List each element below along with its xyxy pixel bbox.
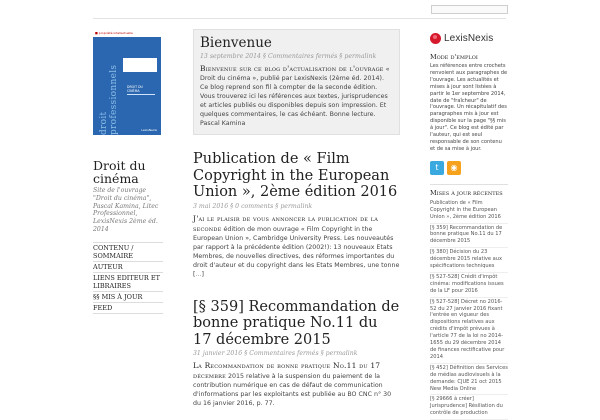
welcome-lead: Bienvenue sur ce blog d'actualisation de l'ouvrage: [200, 64, 384, 73]
menu-item-feed[interactable]: FEED: [93, 303, 163, 314]
recent-posts-title: Mises à jour récentes: [430, 188, 503, 197]
cover-header: ■ propriété intellectuelle: [93, 30, 161, 37]
post-lead: J'ai le plaisir de vous annoncer la publication de la seconde: [193, 213, 379, 233]
recent-post-link[interactable]: [§ 380] Décision du 23 décembre 2015 relative aux spécifications techniques: [430, 248, 508, 273]
menu-item-mis-a-jour[interactable]: §§ MIS À JOUR: [93, 292, 163, 303]
post-body: [193, 361, 400, 408]
post-text: 2015 relative à la suspension du paiement de la contribution numérique en cas de défaut de communication d'informations par les exploitants est publiée au BO CNC n° 30 du 16 janvier 2016, p. 77.: [193, 373, 392, 407]
welcome-post: [193, 29, 400, 135]
right-sidebar: [430, 33, 508, 420]
main-menu: [93, 242, 163, 314]
twitter-icon[interactable]: t: [430, 161, 444, 175]
post-title[interactable]: Publication de « Film Copyright in the European Union », 2ème édition 2016: [193, 151, 398, 200]
menu-item-auteur[interactable]: AUTEUR: [93, 262, 163, 273]
book-cover[interactable]: [93, 30, 161, 135]
menu-item-liens[interactable]: LIENS EDITEUR ET LIBRAIRES: [93, 273, 163, 292]
post-film-copyright: [193, 151, 400, 279]
search-input[interactable]: [431, 5, 508, 14]
recent-post-link[interactable]: [§ 527-528] Crédit d'impôt cinéma: modifications issues de la LF pour 2016: [430, 273, 508, 298]
left-column: [93, 30, 165, 314]
lexisnexis-logo-icon: [430, 33, 441, 44]
site-title[interactable]: Droit du cinéma: [93, 158, 146, 186]
recent-post-link[interactable]: [§ 359] Recommandation de bonne pratique No.11 du 17 décembre 2015: [430, 224, 508, 249]
post-meta: 3 mai 2016 § 0 comments § permalink: [193, 202, 313, 210]
post-meta: 31 janvier 2016 § Commentaires fermés § permalink: [193, 350, 358, 357]
post-text-end: ]: [201, 270, 204, 278]
post-title[interactable]: [§ 359] Recommandation de bonne pratique No.11 du 17 décembre 2015: [193, 298, 400, 348]
social-links: [430, 161, 508, 175]
welcome-body: [200, 64, 393, 128]
recent-post-link[interactable]: [§ 29666 à créer] Jurisprudence] Résiliation du contrôle de production: [430, 395, 508, 420]
cover-publisher: LexisNexis: [141, 128, 157, 132]
menu-item-contenu[interactable]: CONTENU / SOMMAIRE: [93, 243, 163, 262]
recent-post-link[interactable]: [§ 527-528] Décret no 2016-52 du 27 janvier 2016 fixant l'entrée en vigueur des dispositions relatives aux crédits d'impôt prévues à l'article 77 de la loi no 2014-1655 du 29 décembre 2014 de finances rectificative pour 2014: [430, 298, 508, 364]
post-body: [193, 214, 400, 279]
cover-book-title: DROIT DU CINÉMA: [127, 85, 155, 95]
post-lead: La Recommandation de bonne pratique No.11 du 17 décembre: [193, 361, 381, 380]
welcome-title[interactable]: Bienvenue: [200, 35, 272, 51]
mode-emploi-title: Mode d'emploi: [430, 53, 478, 61]
welcome-text: « Droit du cinéma », publié par LexisNexis (2ème éd. 2014). Ce blog reprend son fil à compter de la seconde édition. Vous trouverez ici les références aux textes, jurisprudences et articles publiés ou disponibles depuis son impression. Et quelques commentaires, le cas échéant. Bonne lecture. Pascal Kamina: [200, 66, 390, 127]
cover-vertical-text: droit professionnels: [99, 64, 119, 135]
site-description: Site de l'ouvrage "Droit du cinéma", Pascal Kamina, Litec Professionnel, LexisNexis 2ème éd. 2014: [93, 187, 159, 233]
recent-posts-list: [430, 199, 508, 420]
welcome-meta: 13 septembre 2014 § Commentaires fermés § permalink: [200, 53, 377, 60]
rss-icon[interactable]: ◉: [447, 161, 461, 175]
lexisnexis-brand[interactable]: [430, 33, 508, 44]
post-recommandation: [193, 299, 400, 409]
divider: [430, 184, 508, 185]
lexisnexis-text: LexisNexis: [444, 33, 494, 44]
read-more-link[interactable]: …: [195, 270, 202, 278]
main-content: [193, 29, 400, 408]
cover-white-panel: [123, 58, 157, 72]
post-text: édition de mon ouvrage « Film Copyright in the European Union », Cambridge University Press. Les nouveautés par rapport à la précédente édition (2002!): 13 nouveaux Etats Membres, de nouvelles directives, des réformes importantes du droit d'auteur et du copyright dans les Etats Membres, une tonne [: [193, 225, 400, 278]
recent-post-link[interactable]: [§ 452] Définition des Services de médias audiovisuels à la demande: CJUE 21 oct 2015 New Media Online: [430, 364, 508, 396]
recent-post-link[interactable]: Publication de « Film Copyright in the European Union », 2ème édition 2016: [430, 199, 508, 224]
mode-emploi-text: Les références entre crochets renvoient aux paragraphes de l'ouvrage. Les actualités et mises à jour sont listées à partir le 1er septembre 2014, date de "fraîcheur" de l'ouvrage. Un récapitulatif des paragraphes mis à jour est disponible sur la page "§§ mis à jour". Ce blog est édité par l'auteur, qui est seul responsable de son contenu et de sa mise à jour.: [430, 63, 508, 152]
